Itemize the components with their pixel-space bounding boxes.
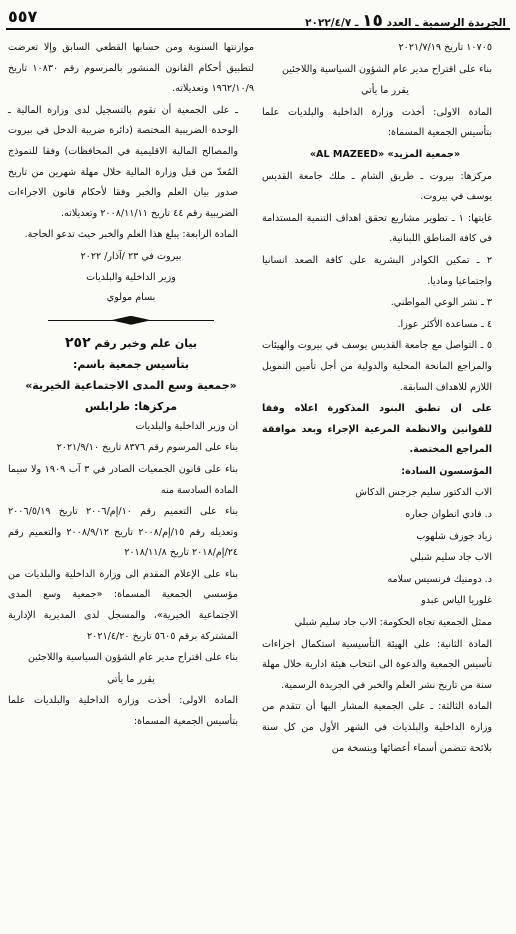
paragraph: ١٠٧٠٥ تاريخ ٢٠٢١/٧/١٩ [398,42,492,53]
paragraph: المادة الاولى: أخذت وزارة الداخلية والبلديات علما بتأسيس الجمعية المسماة: [8,695,238,728]
section-divider [8,315,254,327]
notice-title [8,333,254,417]
journal-name: الجريدة الرسمية ـ العدد [386,17,506,29]
right-column [262,38,508,760]
paragraph: «جمعية المزيد» «AL MAZEED» [309,148,461,160]
paragraph: غايتها: ١ ـ تطوير مشاريع تحقق اهداف التنمية المستدامة في كافة المناطق اللبنانية. [262,212,492,245]
paragraph: يقرر ما يأتي [361,85,409,97]
paragraph: ممثل الجمعية تجاه الحكومة: الاب جاد سليم شبلي [294,617,492,629]
association-location: مركزها: طرابلس [84,399,178,413]
paragraph: المؤسسون السادة: [401,465,492,477]
paragraph: غلوريا الياس عبدو [421,595,492,607]
paragraph: ٥ ـ التواصل مع جامعة القديس يوسف في بيروت والهيئات والمراجع المانحة المحلية والدولية من أجل تأمين التمويل اللازم للاهداف السابقة. [262,340,492,393]
paragraph: بناء على التعميم رقم ١٠/إم/٢٠٠٦ تاريخ ٢٠٠٦/٥/١٩ وتعديله رقم ١٥/إم/٢٠٠٨ تاريخ ٢٠٠٨/٩/١٢ والتعميم رقم ٢٤/إم/٢٠١٨ تاريخ ٢٠١٨/١١/٨ [8,506,238,559]
association-name: «جمعية وسع المدى الاجتماعية الخيرية» [25,378,237,392]
paragraph: موازنتها السنوية ومن حسابها القطعي السابق وإلا تعرضت لتطبيق أحكام القانون المنشور بالمرسوم رقم ١٠٨٣٠ تاريخ ١٩٦٢/١٠/٩ وتعديلاته. [8,42,254,95]
notice-number: ٢٥٢ [64,334,91,351]
notice-title-line [8,333,254,354]
left-column [8,38,254,734]
left-column-bottom [8,417,254,733]
paragraph: الاب الدكتور سليم جرجس الدكاش [355,487,492,499]
paragraph: د. فادي انطوان جعاره [405,509,492,521]
journal-title [305,11,506,31]
paragraph: ٢ ـ تمكين الكوادر البشرية على كافة الصعد انسانيا واجتماعيا وماديا. [262,254,492,287]
paragraph: المادة الثانية: على الهيئة التأسيسية استكمال اجراءات تأسيس الجمعية والدعوة الى انتخاب هيئة ادارية خلال مهلة سنة من تاريخ نشر العلم والخبر في الجريدة الرسمية. [262,638,492,691]
paragraph: المادة الثالثة: ـ على الجمعية المشار اليها أن تتقدم من وزارة الداخلية والبلديات في الشهر الأول من كل سنة بلائحة تتضمن أسماء أعضائها وبنسخة من [262,701,492,754]
paragraph: ـ على الجمعية أن تقوم بالتسجيل لدى وزارة المالية ـ الوحدة الضريبية المختصة (دائرة ضريبة الدخل في بيروت والمصالح المالية الاقليمية في المحافظات) وفقا للنموذج المُعدّ من قبل وزارة المالية خلال مهلة شهرين من تاريخ صدور بيان العلم والخبر وفقا لأحكام قانون الاجراءات الضريبية رقم ٤٤ تاريخ ٢٠٠٨/١١/١١ وتعديلاته. [8,104,238,219]
paragraph: على ان تطبق البنود المذكورة اعلاه وفقا للقوانين والانظمة المرعية الإجراء وبعد موافقة المراجع المختصة. [262,403,492,456]
paragraph: المادة الاولى: أخذت وزارة الداخلية والبلديات علما بتأسيس الجمعية المسماة: [262,106,492,139]
paragraph: ان وزير الداخلية والبلديات [135,420,238,432]
signature-name: بسام مولوي [106,292,156,304]
divider-ornament [111,316,151,325]
paragraph: ٤ ـ مساعدة الأكثر عوزا. [397,318,492,330]
paragraph: مركزها: بيروت ـ طريق الشام ـ ملك جامعة القديس يوسف في بيروت. [262,170,492,203]
paragraph: بناء على اقتراح مدير عام الشؤون السياسية واللاجئين [281,63,492,75]
page-number: ٥٥٧ [8,7,38,26]
paragraph: المادة الرابعة: يبلغ هذا العلم والخبر حيث تدعو الحاجة. [24,229,238,241]
paragraph: الاب جاد سليم شبلي [409,552,492,564]
left-column-top [8,38,254,246]
notice-title-text: بيان علم وخبر رقم [94,336,197,350]
paragraph: د. دومنيك فرنسيس سلامه [387,573,492,585]
signature-place-date: بيروت في ٢٣ /آذار/ ٢٠٢٢ [80,250,182,262]
paragraph: بناء على المرسوم رقم ٨٣٧٦ تاريخ ٢٠٢١/٩/١٠ [56,442,238,454]
paragraph: يقرر ما يأتي [107,673,155,685]
page-header [6,4,510,30]
paragraph: بناء على الإعلام المقدم الى وزارة الداخلية والبلديات من مؤسسي الجمعية المسماة: «جمعية وسع المدى الاجتماعية الخيرية»، والمسجل لدى المديرية الإدارية المشتركة برقم ٥٦٠٥ تاريخ ٢٠٢١/٤/٢٠ [8,568,238,642]
signature-title: وزير الداخلية والبلديات [86,271,176,283]
gazette-page [6,4,510,930]
issue-date: ـ ٢٠٢٢/٤/٧ [305,17,359,29]
paragraph: ٣ ـ نشر الوعي المواطني. [390,297,492,309]
paragraph: بناء على قانون الجمعيات الصادر في ٣ آب ١٩٠٩ ولا سيما المادة السادسة منه [8,463,238,496]
paragraph: زياد جوزف شلهوب [416,530,492,542]
paragraph: بناء على اقتراح مدير عام الشؤون السياسية واللاجئين [27,652,238,664]
notice-subtitle: بتأسيس جمعية باسم: [72,357,190,371]
signature-block [8,247,254,309]
issue-number: ١٥ [362,11,383,31]
